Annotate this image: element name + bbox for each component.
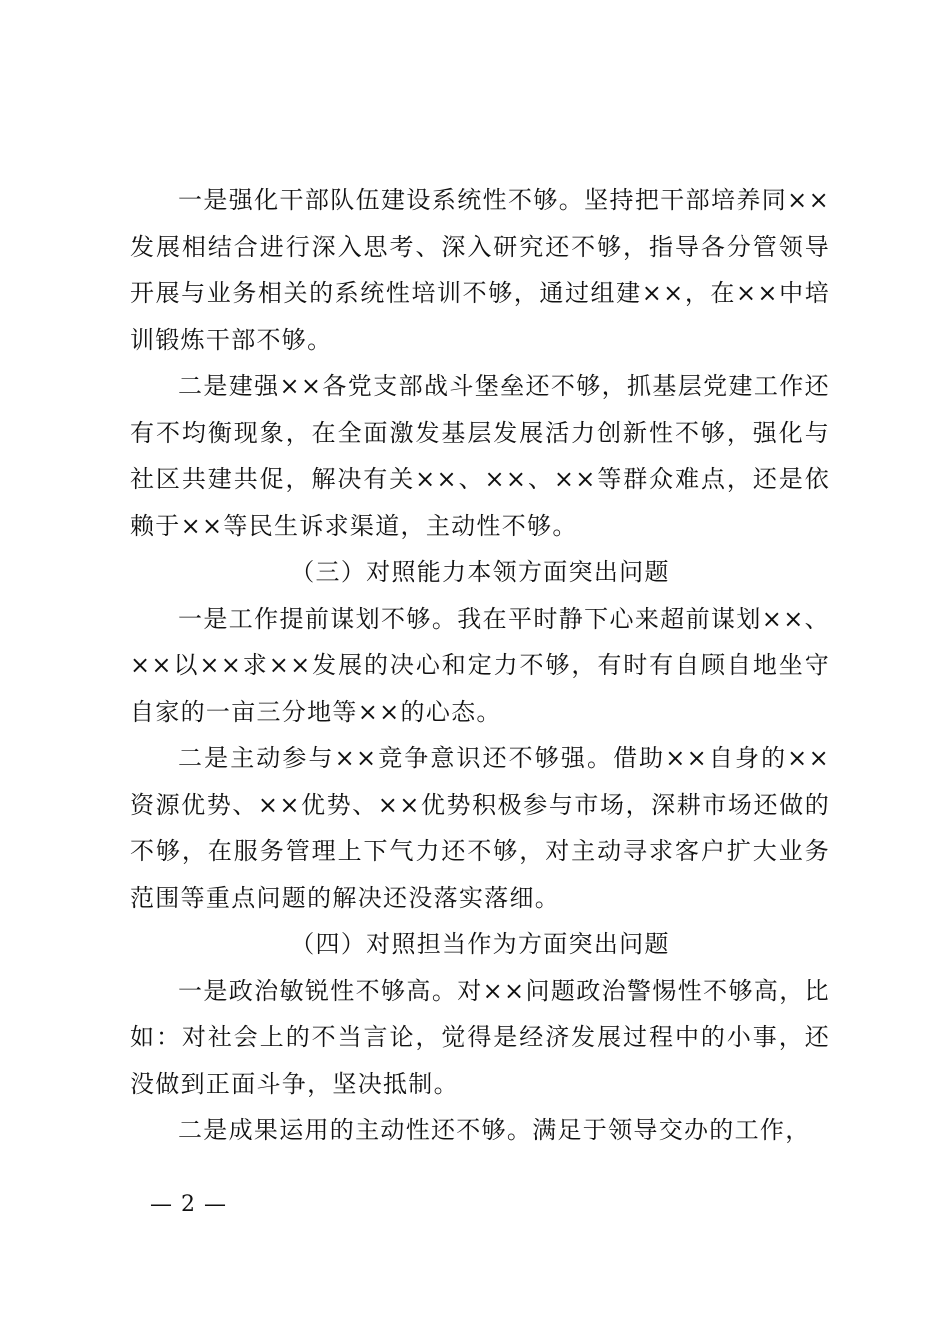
- paragraph-planning: 一是工作提前谋划不够。我在平时静下心来超前谋划××、××以××求××发展的决心和定力不够，有时有自顾自地坐守自家的一亩三分地等××的心态。: [130, 604, 830, 726]
- paragraph-party-branch: 二是建强××各党支部战斗堡垒还不够，抓基层党建工作还有不均衡现象，在全面激发基层发展活力创新性不够，强化与社区共建共促，解决有关××、××、××等群众难点，还是依赖于××等民生诉求渠道，主动性不够。: [130, 372, 830, 540]
- paragraph-results-application: 二是成果运用的主动性还不够。满足于领导交办的工作，: [178, 1116, 811, 1144]
- section-heading-responsibility: （四）对照担当作为方面突出问题: [290, 930, 670, 958]
- paragraph-political-sensitivity: 一是政治敏锐性不够高。对××问题政治警惕性不够高，比如：对社会上的不当言论，觉得是经济发展过程中的小事，还没做到正面斗争，坚决抵制。: [130, 976, 830, 1098]
- page-number: — 2 —: [150, 1192, 227, 1217]
- paragraph-cadre-training: 一是强化干部队伍建设系统性不够。坚持把干部培养同××发展相结合进行深入思考、深入研究还不够，指导各分管领导开展与业务相关的系统性培训不够，通过组建××，在××中培训锻炼干部不够。: [130, 186, 830, 354]
- section-heading-ability: （三）对照能力本领方面突出问题: [290, 558, 670, 586]
- document-body: [130, 177, 830, 1154]
- paragraph-competition: 二是主动参与××竞争意识还不够强。借助××自身的××资源优势、××优势、××优势积极参与市场，深耕市场还做的不够，在服务管理上下气力还不够，对主动寻求客户扩大业务范围等重点问题的解决还没落实落细。: [130, 744, 830, 912]
